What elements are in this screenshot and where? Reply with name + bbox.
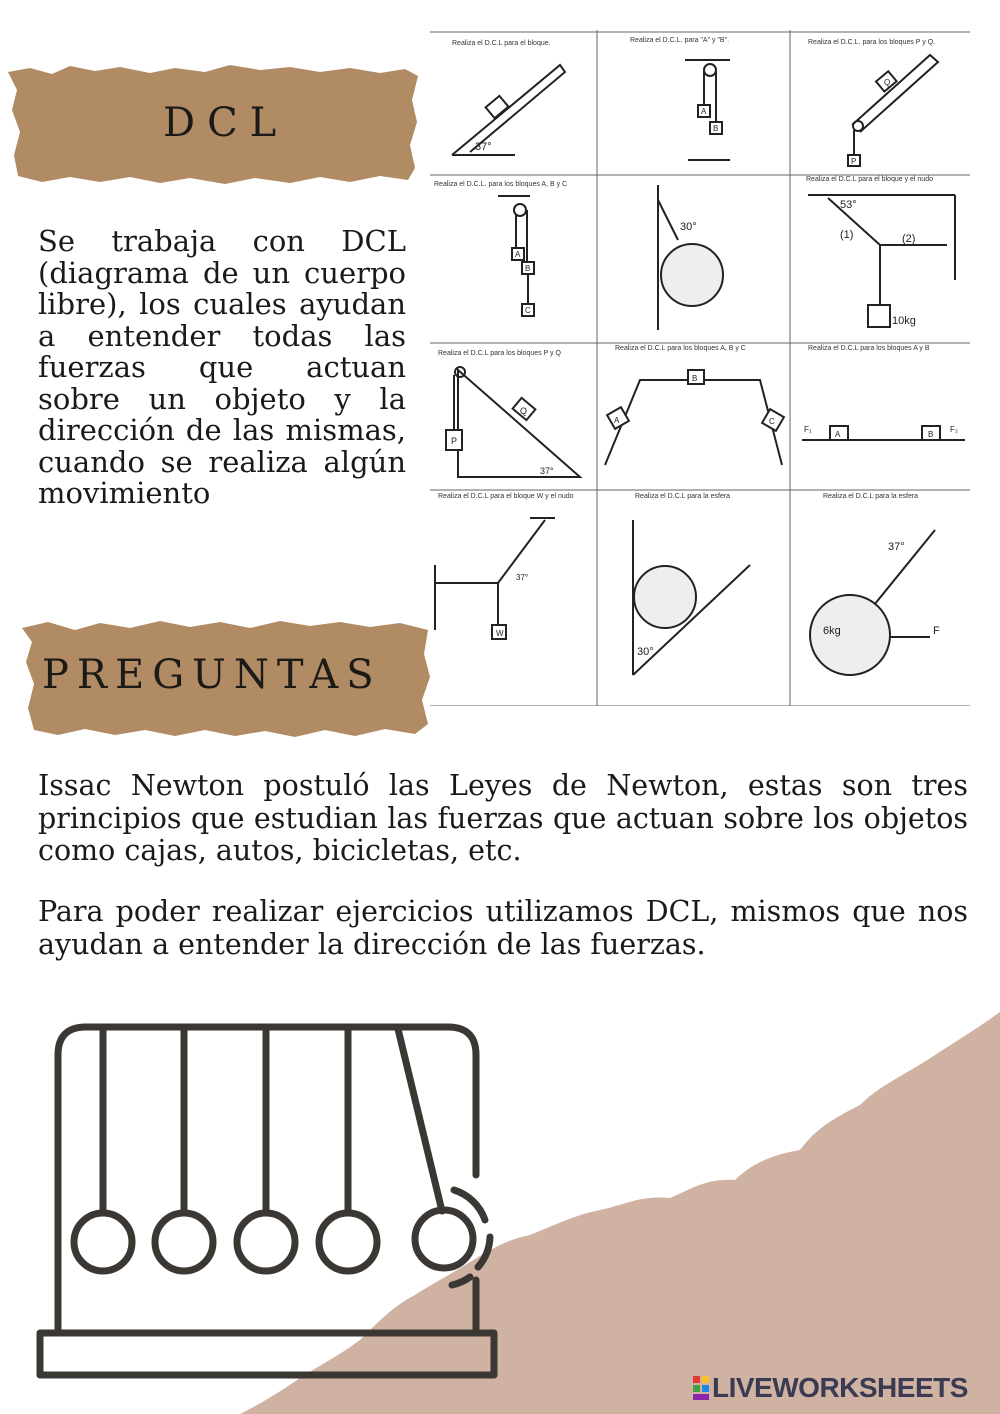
svg-text:B: B <box>713 124 719 133</box>
cell-2-title: Realiza el D.C.L. para "A" y "B". <box>630 37 730 44</box>
svg-text:Q: Q <box>884 78 891 87</box>
svg-text:6kg: 6kg <box>823 625 841 637</box>
svg-text:53°: 53° <box>840 199 857 211</box>
svg-text:37°: 37° <box>516 573 529 582</box>
svg-text:10kg: 10kg <box>892 315 916 327</box>
svg-text:P: P <box>451 436 458 446</box>
cell-1-title: Realiza el D.C.L para el bloque. <box>452 40 551 47</box>
svg-text:Q: Q <box>520 406 528 416</box>
svg-text:(1): (1) <box>840 229 854 241</box>
body-paragraph-2: Para poder realizar ejercicios utilizamos DCL, mismos que nos ayudan a entender la dirección de las fuerzas. <box>38 895 968 961</box>
cell-9-title: Realiza el D.C.L para los bloques A y B <box>808 345 930 352</box>
body-paragraph-1: Issac Newton postuló las Leyes de Newton, estas son tres principios que estudian las fuerzas que actuan sobre los objetos como cajas, autos, bicicletas, etc. <box>38 769 968 867</box>
grid-lines <box>430 30 970 706</box>
svg-text:F₁: F₁ <box>804 425 812 434</box>
cell-12-title: Realiza el D.C.L para la esfera <box>823 493 919 500</box>
svg-text:(2): (2) <box>902 233 916 245</box>
dcl-title: DCL <box>163 100 289 146</box>
cell-7-title: Realiza el D.C.L para los bloques P y Q <box>438 350 561 357</box>
svg-text:B: B <box>692 374 698 383</box>
svg-text:A: A <box>614 416 620 425</box>
liveworksheets-text: LIVEWORKSHEETS <box>712 1372 968 1403</box>
svg-text:B: B <box>928 430 934 439</box>
exercise-grid <box>430 30 970 706</box>
intro-text: Se trabaja con DCL (diagrama de un cuerpo libre), los cuales ayudan a entender todas las fuerzas que actuan sobre un objeto y la dirección de las mismas, cuando se realiza algún movimiento <box>38 224 406 510</box>
svg-text:30°: 30° <box>637 646 654 658</box>
svg-text:F₂: F₂ <box>950 425 958 434</box>
newtons-cradle-icon <box>30 1015 510 1390</box>
svg-text:37°: 37° <box>475 141 492 153</box>
svg-text:37°: 37° <box>888 541 905 553</box>
svg-text:P: P <box>851 157 857 166</box>
svg-text:F: F <box>933 625 940 637</box>
svg-text:W: W <box>496 629 504 638</box>
svg-text:37°: 37° <box>540 466 554 476</box>
preguntas-title: PREGUNTAS <box>42 652 382 698</box>
svg-text:B: B <box>525 264 531 273</box>
cell-3-title: Realiza el D.C.L. para los bloques P y Q. <box>808 39 936 46</box>
svg-text:30°: 30° <box>680 221 697 233</box>
liveworksheets-logo <box>693 1372 968 1404</box>
svg-text:A: A <box>701 107 707 116</box>
cell-6-title: Realiza el D.C.L para el bloque y el nudo <box>806 176 933 183</box>
incline <box>452 65 565 155</box>
liveworksheets-logo-icon <box>693 1376 709 1400</box>
cell-8-title: Realiza el D.C.L para los bloques A, B y C <box>615 345 746 352</box>
svg-text:A: A <box>515 250 521 259</box>
cell-4-title: Realiza el D.C.L. para los bloques A, B y C <box>434 181 568 188</box>
cell-11-title: Realiza el D.C.L para la esfera <box>635 493 731 500</box>
svg-text:C: C <box>525 306 531 315</box>
cell-10-title: Realiza el D.C.L para el bloque W y el nudo <box>438 493 574 500</box>
svg-text:A: A <box>835 430 841 439</box>
svg-text:C: C <box>769 417 775 426</box>
